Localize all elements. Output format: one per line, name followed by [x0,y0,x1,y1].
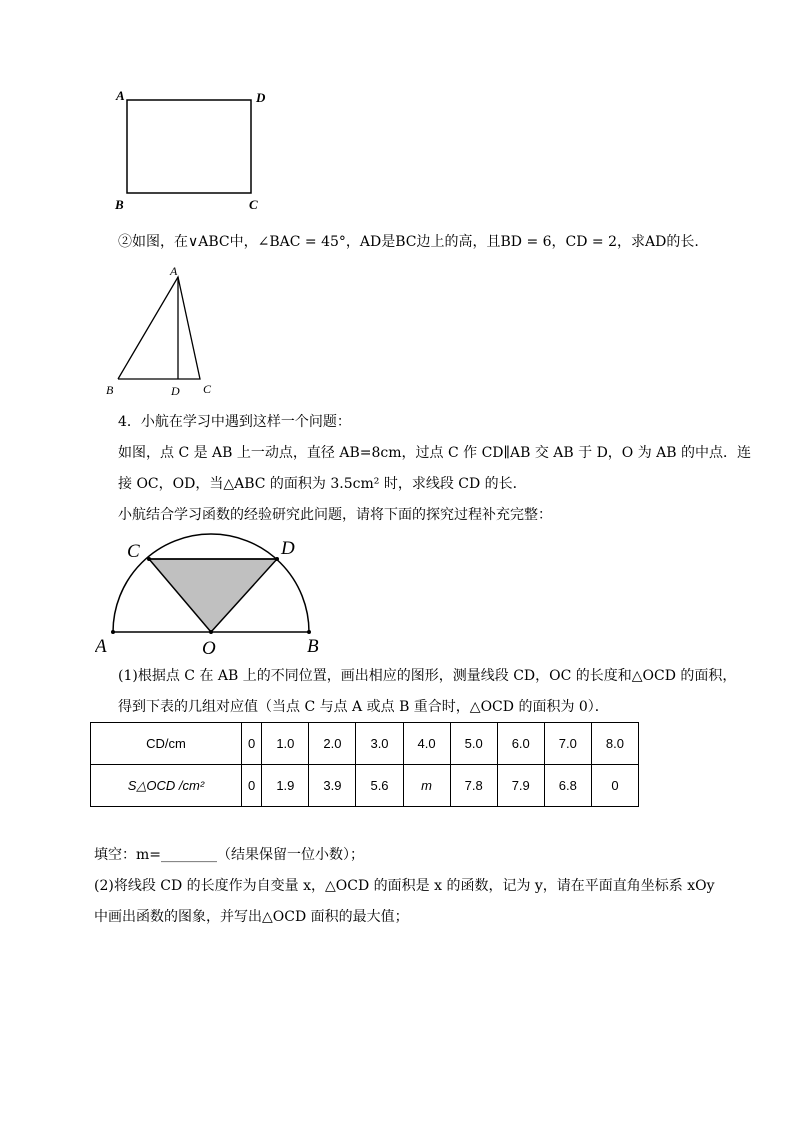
table-row-area [91,765,639,807]
table-cell: 3.9 [309,765,356,807]
semicircle-figure [95,532,335,662]
table-cell: 2.0 [309,723,356,765]
point-a [111,630,115,634]
part2-line2: 中画出函数的图象，并写出△OCD 面积的最大值； [94,909,409,925]
triangle-figure [100,262,230,402]
semi-label-a: A [95,636,107,657]
rect-label-b: B [115,197,124,212]
table-header-cd: CD/cm [91,723,242,765]
part2-line1: (2)将线段 CD 的长度作为自变量 x，△OCD 的面积是 x 的函数，记为 y，请在平面直角坐标系 xOy [94,878,715,894]
table-cell: 1.0 [262,723,309,765]
cd-area-table [90,722,639,807]
point-o [209,630,213,634]
rectangle-shape [127,100,251,193]
triangle-shape [118,277,200,379]
semi-label-o: O [202,638,216,659]
problem-3-part2-text: ②如图，在∨ABC中，∠BAC = 45°，AD是BC边上的高，且BD = 6，CD = 2，求AD的长. [118,234,699,250]
table-cell: 7.8 [450,765,497,807]
problem-4-heading: 4．小航在学习中遇到这样一个问题： [118,414,351,430]
table-cell: 6.0 [497,723,544,765]
table-cell: 6.8 [544,765,591,807]
table-header-area: S△OCD /cm² [91,765,242,807]
table-cell: 0 [242,765,262,807]
tri-label-a: A [170,264,178,278]
table-cell: 7.0 [544,723,591,765]
rect-label-a: A [116,88,125,103]
part1-line2: 得到下表的几组对应值（当点 C 与点 A 或点 B 重合时，△OCD 的面积为 0）． [118,699,609,715]
problem-4-line1: 如图，点 C 是 AB 上一动点，直径 AB=8cm，过点 C 作 CD∥AB 交 AB 于 D，O 为 AB 的中点．连 [118,445,752,461]
table-cell: 3.0 [356,723,403,765]
point-c [147,557,151,561]
fill-blank-line: 填空：m=________（结果保留一位小数）； [94,847,365,863]
point-b [307,630,311,634]
table-cell: 4.0 [403,723,450,765]
point-d [275,557,279,561]
table-cell: 0 [591,765,638,807]
table-cell: 0 [242,723,262,765]
tri-label-b: B [106,383,114,397]
semi-label-c: C [127,541,140,562]
table-cell: 1.9 [262,765,309,807]
table-cell: 5.0 [450,723,497,765]
tri-label-d: D [171,384,180,398]
rect-label-c: C [249,197,258,212]
problem-4-line2: 接 OC，OD，当△ABC 的面积为 3.5cm² 时，求线段 CD 的长． [118,476,527,492]
tri-label-c: C [203,382,212,396]
semi-label-d: D [281,538,295,559]
rectangle-figure [100,85,280,215]
part1-line1: (1)根据点 C 在 AB 上的不同位置，画出相应的图形，测量线段 CD，OC 的长度和△OCD 的面积， [118,668,737,684]
table-cell: 5.6 [356,765,403,807]
table-cell-m: m [403,765,450,807]
table-cell: 7.9 [497,765,544,807]
triangle-ocd [149,559,277,632]
rect-label-d: D [256,90,266,105]
table-cell: 8.0 [591,723,638,765]
problem-4-line3: 小航结合学习函数的经验研究此问题，请将下面的探究过程补充完整： [118,507,552,523]
table-row-cd [91,723,639,765]
semi-label-b: B [307,636,319,657]
